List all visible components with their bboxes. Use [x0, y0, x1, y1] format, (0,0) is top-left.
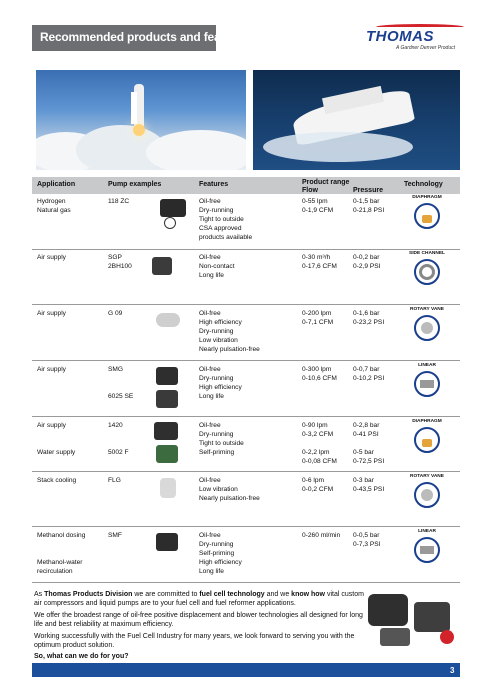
linear-icon: LINEAR	[407, 363, 447, 403]
row-divider	[32, 526, 460, 527]
flow-cell: 0-200 lpm 0-7,1 CFM	[302, 310, 334, 326]
col-application: Application	[37, 181, 76, 188]
pump-flg-image	[160, 478, 176, 498]
pump-cell: 1420 5002 F	[108, 422, 129, 456]
pump-cell: SMF	[108, 532, 122, 539]
pressure-cell: 0-0,5 bar 0-7,3 PSI	[353, 532, 381, 548]
features-cell: Oil-free Low vibration Nearly pulsation-free	[199, 477, 260, 502]
range-paragraph: We offer the broadest range of oil-free positive displacement and blower technologies all designed for long life and best reliability at maximum efficiency.	[34, 612, 363, 628]
application-cell: Hydrogen Natural gas	[37, 198, 71, 214]
rotary-vane-icon: ROTARY VANE	[407, 474, 447, 514]
diaphragm-icon: DIAPHRAGM	[407, 419, 447, 459]
pump-1420-image	[154, 422, 178, 440]
footer-bar	[32, 663, 460, 677]
linear-icon: LINEAR	[407, 529, 447, 569]
page-number: 3	[450, 666, 455, 675]
pressure-cell: 0-3 bar 0-43,5 PSI	[353, 477, 385, 493]
pump-smf-image	[156, 533, 178, 551]
application-cell: Air supply	[37, 366, 66, 373]
row-divider	[32, 416, 460, 417]
flow-cell: 0-30 m³/h 0-17,6 CFM	[302, 254, 337, 270]
features-cell: Oil-free Dry-running Self-priming High efficiency Long life	[199, 532, 242, 575]
pump-sgp-image	[152, 257, 172, 275]
row-divider	[32, 582, 460, 583]
diaphragm-icon: DIAPHRAGM	[407, 195, 447, 235]
flow-cell: 0-6 lpm 0-0,2 CFM	[302, 477, 334, 493]
row-divider	[32, 360, 460, 361]
side-channel-icon: SIDE CHANNEL	[407, 251, 447, 291]
col-features: Features	[199, 181, 229, 188]
row-divider	[32, 471, 460, 472]
logo-word: THOMAS	[366, 28, 434, 45]
application-cell: Air supply	[37, 310, 66, 317]
pump-cell: 118 ZC	[108, 198, 130, 205]
csa-logo-icon	[164, 217, 176, 229]
col-flow: Flow	[302, 187, 318, 194]
application-cell: Air supply	[37, 254, 66, 261]
yacht-photo	[253, 70, 460, 170]
page-title: Recommended products and features	[40, 30, 249, 44]
flow-cell: 0-300 lpm 0-10,6 CFM	[302, 366, 337, 382]
features-cell: Oil-free Dry-running Tight to outside CSA approved products available	[199, 198, 253, 241]
logo-tagline: A Gardner Denver Product	[396, 45, 456, 51]
pump-6025se-image	[156, 390, 178, 408]
flow-cell: 0-55 lpm 0-1,9 CFM	[302, 198, 334, 214]
experience-paragraph: Working successfully with the Fuel Cell Industry for many years, we look forward to serving you with the optimum product solution.	[34, 633, 355, 649]
pump-cell: FLG	[108, 477, 121, 484]
product-group-image	[364, 588, 460, 652]
intro-paragraph: As Thomas Products Division we are committed to fuel cell technology and we know how vital custom air compressors and liquid pumps are to your fuel cell and fuel reformer applications.	[34, 591, 364, 607]
application-cell: Methanol dosing Methanol-water recirculation	[37, 532, 86, 575]
pump-g09-image	[156, 313, 180, 327]
features-cell: Oil-free Dry-running High efficiency Long life	[199, 366, 242, 400]
closing-question: So, what can we do for you?	[34, 653, 129, 660]
flow-cell: 0-260 ml/min	[302, 532, 341, 539]
pump-cell: SMG 6025 SE	[108, 366, 134, 400]
col-pump-examples: Pump examples	[108, 181, 162, 188]
table-header	[32, 177, 460, 194]
col-pressure: Pressure	[353, 187, 383, 194]
pump-118zc-image	[160, 199, 186, 217]
pump-cell: SGP 2BH100	[108, 254, 132, 270]
rotary-vane-icon: ROTARY VANE	[407, 307, 447, 347]
features-cell: Oil-free Dry-running Tight to outside Self-priming	[199, 422, 244, 456]
row-divider	[32, 304, 460, 305]
features-cell: Oil-free High efficiency Dry-running Low vibration Nearly pulsation-free	[199, 310, 260, 353]
flow-cell: 0-90 lpm 0-3,2 CFM 0-2,2 lpm 0-0,08 CFM	[302, 422, 337, 465]
space-shuttle-photo	[36, 70, 246, 170]
pressure-cell: 0-1,5 bar 0-21,8 PSI	[353, 198, 385, 214]
pressure-cell: 0-0,7 bar 0-10,2 PSI	[353, 366, 385, 382]
features-cell: Oil-free Non-contact Long life	[199, 254, 235, 279]
application-cell: Air supply Water supply	[37, 422, 76, 456]
row-divider	[32, 249, 460, 250]
pressure-cell: 0-0,2 bar 0-2,9 PSI	[353, 254, 381, 270]
pressure-cell: 0-1,6 bar 0-23,2 PSI	[353, 310, 385, 326]
thomas-logo	[366, 22, 464, 52]
col-technology: Technology	[404, 181, 443, 188]
pressure-cell: 0-2,8 bar 0-41 PSI 0-5 bar 0-72,5 PSI	[353, 422, 385, 465]
pump-smg-image	[156, 367, 178, 385]
pump-cell: G 09	[108, 310, 123, 317]
pump-5002f-image	[156, 445, 178, 463]
col-product-range: Product range	[302, 179, 350, 186]
application-cell: Stack cooling	[37, 477, 77, 484]
